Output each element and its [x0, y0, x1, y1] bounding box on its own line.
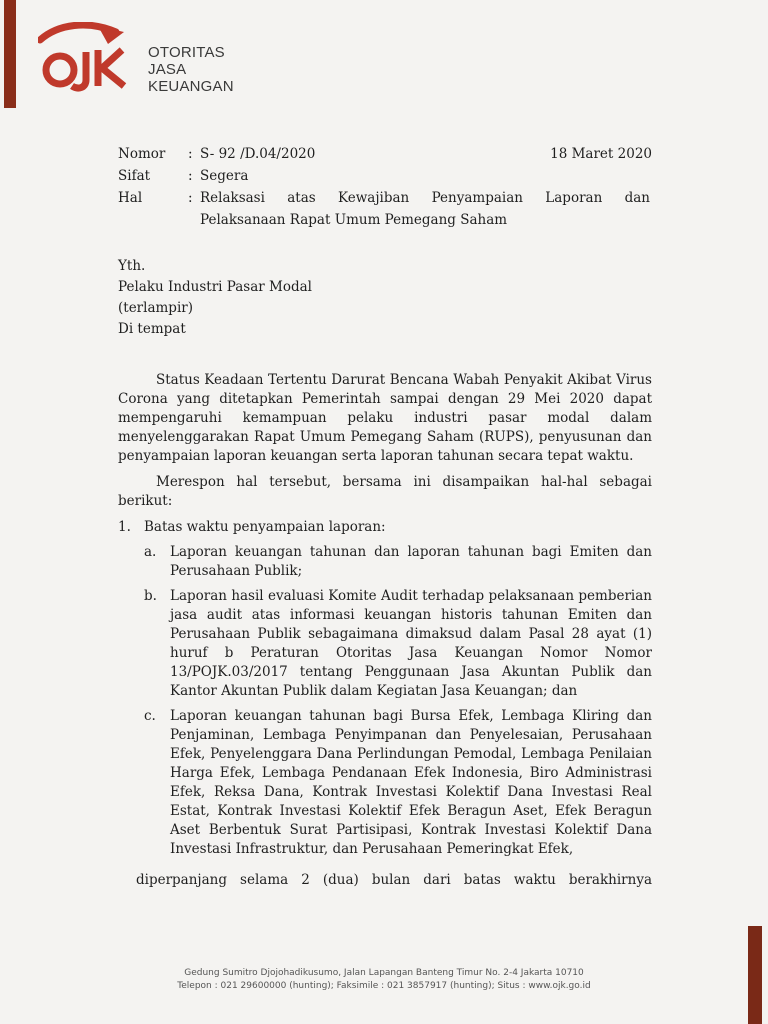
sub-item-a-letter: a.	[144, 544, 157, 560]
nomor-colon: :	[188, 146, 193, 162]
sifat-label: Sifat	[118, 168, 151, 184]
list-item-1-number: 1.	[118, 519, 131, 535]
hal-row	[118, 190, 658, 234]
nomor-row	[118, 146, 658, 168]
sub-item-a	[118, 543, 652, 581]
logo-line-2: JASA	[148, 61, 187, 78]
list-item-1-text: Batas waktu penyampaian laporan:	[144, 519, 386, 535]
sifat-row	[118, 168, 658, 190]
letter-date: 18 Maret 2020	[550, 146, 652, 162]
footer-contact: Telepon : 021 29600000 (hunting); Faksimile : 021 3857917 (hunting); Situs : www.ojk.go.id	[177, 981, 591, 991]
ojk-logo-mark-icon	[38, 22, 138, 92]
nomor-label: Nomor	[118, 146, 166, 162]
list-item-1	[118, 518, 652, 537]
letter-header	[118, 146, 658, 234]
letter-body	[118, 371, 652, 890]
hal-value-line-2: Pelaksanaan Rapat Umum Pemegang Saham	[200, 212, 508, 228]
logo-line-3: KEUANGAN	[148, 78, 234, 95]
sub-item-c	[118, 707, 652, 859]
ojk-logo	[38, 22, 238, 102]
hal-value-line-1: Relaksasi atas Kewajiban Penyampaian Laporan dan	[200, 190, 650, 206]
logo-wordmark	[148, 44, 234, 95]
closing-line: diperpanjang selama 2 (dua) bulan dari batas waktu berakhirnya	[136, 872, 652, 888]
sifat-value: Segera	[200, 168, 249, 184]
address-line-2: Pelaku Industri Pasar Modal	[118, 279, 312, 295]
recipient-address	[118, 256, 312, 340]
sub-item-c-letter: c.	[144, 708, 156, 724]
logo-line-1: OTORITAS	[148, 44, 225, 61]
hal-label: Hal	[118, 190, 143, 206]
body-paragraph-2: Merespon hal tersebut, bersama ini disampaikan hal-hal sebagai berikut:	[118, 474, 652, 509]
address-line-3: (terlampir)	[118, 300, 193, 316]
sub-item-a-text: Laporan keuangan tahunan dan laporan tahunan bagi Emiten dan Perusahaan Publik;	[170, 544, 652, 579]
scan-edge-left	[4, 0, 16, 108]
sub-item-b-text: Laporan hasil evaluasi Komite Audit terhadap pelaksanaan pemberian jasa audit atas informasi keuangan historis tahunan Emiten dan Perusahaan Publik sebagaimana dimaksud dalam Pasal 28 ayat (1) huruf b Peraturan Otoritas Jasa Keuangan Nomor Nomor 13/POJK.03/2017 tentang Penggunaan Jasa Akuntan Publik dan Kantor Akuntan Publik dalam Kegiatan Jasa Keuangan; dan	[170, 588, 652, 699]
hal-colon: :	[188, 190, 193, 206]
sifat-colon: :	[188, 168, 193, 184]
address-line-1: Yth.	[118, 258, 146, 274]
address-line-4: Di tempat	[118, 321, 186, 337]
sub-item-b-letter: b.	[144, 588, 157, 604]
footer-address: Gedung Sumitro Djojohadikusumo, Jalan Lapangan Banteng Timur No. 2-4 Jakarta 10710	[184, 968, 584, 978]
page-footer	[0, 967, 768, 993]
sub-item-b	[118, 587, 652, 701]
body-paragraph-1: Status Keadaan Tertentu Darurat Bencana Wabah Penyakit Akibat Virus Corona yang ditetapkan Pemerintah sampai dengan 29 Mei 2020 dapat mempengaruhi kemampuan pelaku industri pasar modal dalam menyelenggarakan Rapat Umum Pemegang Saham (RUPS), penyusunan dan penyampaian laporan keuangan serta laporan tahunan secara tepat waktu.	[118, 372, 652, 464]
sub-item-c-text: Laporan keuangan tahunan bagi Bursa Efek, Lembaga Kliring dan Penjaminan, Lembaga Penyimpanan dan Penyelesaian, Perusahaan Efek, Penyelenggara Dana Perlindungan Pemodal, Lembaga Penilaian Harga Efek, Lembaga Pendanaan Efek Indonesia, Biro Administrasi Efek, Reksa Dana, Kontrak Investasi Kolektif Dana Investasi Real Estat, Kontrak Investasi Kolektif Efek Beragun Aset, Efek Beragun Aset Berbentuk Surat Partisipasi, Kontrak Investasi Kolektif Dana Investasi Infrastruktur, dan Perusahaan Pemeringkat Efek,	[170, 708, 652, 857]
nomor-value: S- 92 /D.04/2020	[200, 146, 316, 162]
